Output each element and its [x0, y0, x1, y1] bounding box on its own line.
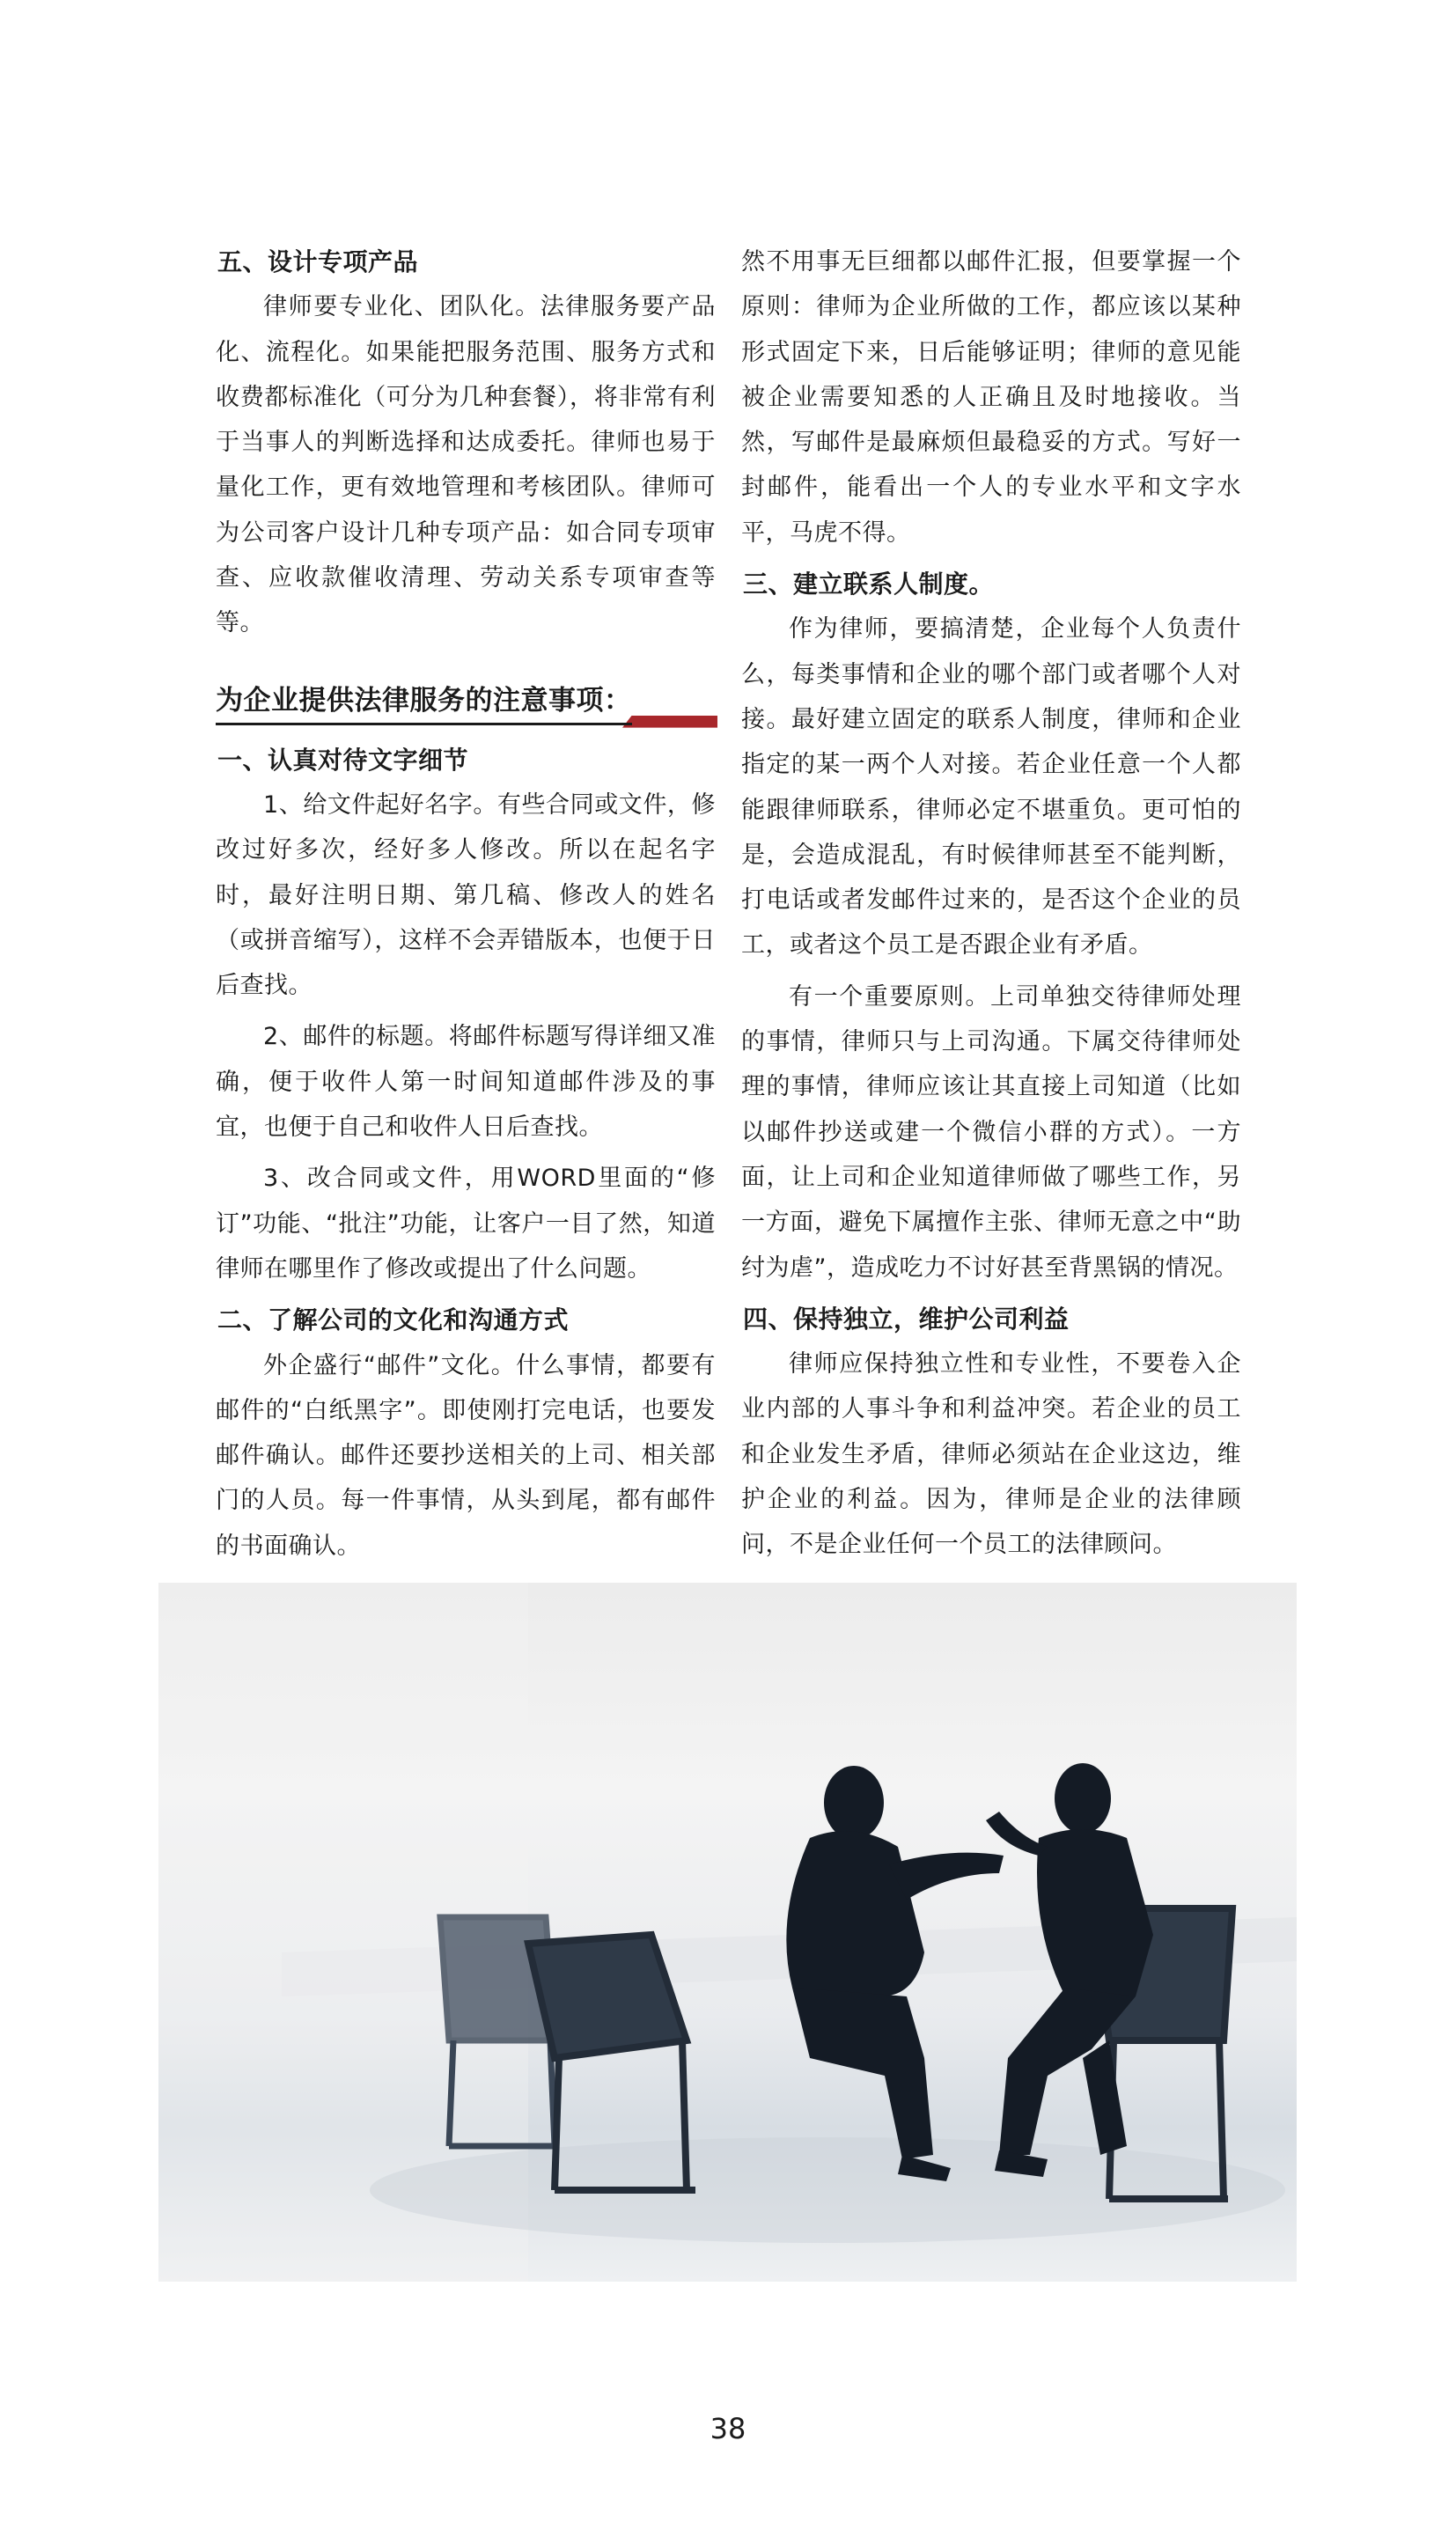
- paragraph: 3、改合同或文件，用WORD里面的“修订”功能、“批注”功能，让客户一目了然，知道律师在哪里作了修改或提出了什么问题。: [216, 1165, 716, 1283]
- paragraph: 律师要专业化、团队化。法律服务要产品化、流程化。如果能把服务范围、服务方式和收费都标准化（可分为几种套餐），将非常有利于当事人的判断选择和达成委托。律师也易于量化工作，更有效地管理和考核团队。律师可为公司客户设计几种专项产品：如合同专项审查、应收款催收清理、劳动关系专项审查等等。: [216, 293, 716, 637]
- paragraph: 2、邮件的标题。将邮件标题写得详细又准确，便于收件人第一时间知道邮件涉及的事宜，也便于自己和收件人日后查找。: [216, 1023, 716, 1142]
- section-heading: [216, 680, 716, 729]
- subheading: 二、了解公司的文化和沟通方式: [217, 1305, 570, 1335]
- page-number: 38: [710, 2412, 746, 2445]
- left-column: [216, 239, 716, 1672]
- paragraph: 1、给文件起好名字。有些合同或文件，修改过好多次，经好多人修改。所以在起名字时，最好注明日期、第几稿、修改人的姓名（或拼音缩写），这样不会弄错版本，也便于日后查找。: [216, 790, 716, 1000]
- right-column: [741, 239, 1241, 1574]
- section-heading-text: 为企业提供法律服务的注意事项：: [216, 680, 632, 725]
- paragraph: 律师应保持独立性和专业性，不要卷入企业内部的人事斗争和利益冲突。若企业的员工和企业发生矛盾，律师必须站在企业这边，维护企业的利益。因为，律师是企业的法律顾问，不是企业任何一个员工的法律顾问。: [741, 1350, 1241, 1559]
- decorative-red-bar: [622, 716, 717, 728]
- paragraph: 作为律师，要搞清楚，企业每个人负责什么，每类事情和企业的哪个部门或者哪个人对接。最好建立固定的联系人制度，律师和企业指定的某一两个人对接。若企业任意一个人都能跟律师联系，律师必定不堪重负。更可怕的是，会造成混乱，有时候律师甚至不能判断，打电话或者发邮件过来的，是否这个企业的员工，或者这个员工是否跟企业有矛盾。: [741, 615, 1241, 959]
- subheading: 五、设计专项产品: [217, 247, 419, 276]
- paragraph: 然不用事无巨细都以邮件汇报，但要掌握一个原则：律师为企业所做的工作，都应该以某种形式固定下来，日后能够证明；律师的意见能被企业需要知悉的人正确且及时地接收。当然，写邮件是最麻烦但最稳妥的方式。写好一封邮件，能看出一个人的专业水平和文字水平，马虎不得。: [741, 248, 1241, 547]
- paragraph: 外企盛行“邮件”文化。什么事情，都要有邮件的“白纸黑字”。即使刚打完电话，也要发邮件确认。邮件还要抄送相关的上司、相关部门的人员。每一件事情，从头到尾，都有邮件的书面确认。: [216, 1351, 716, 1560]
- subheading: 四、保持独立，维护公司利益: [743, 1304, 1070, 1334]
- subheading: 三、建立联系人制度。: [743, 570, 995, 599]
- subheading: 一、认真对待文字细节: [217, 745, 469, 775]
- business-meeting-photo: [158, 1583, 1297, 2282]
- paragraph: 有一个重要原则。上司单独交待律师处理的事情，律师只与上司沟通。下属交待律师处理的事情，律师应该让其直接上司知道（比如以邮件抄送或建一个微信小群的方式）。一方面，让上司和企业知道律师做了哪些工作，另一方面，避免下属擅作主张、律师无意之中“助纣为虐”，造成吃力不讨好甚至背黑锅的情况。: [741, 982, 1241, 1282]
